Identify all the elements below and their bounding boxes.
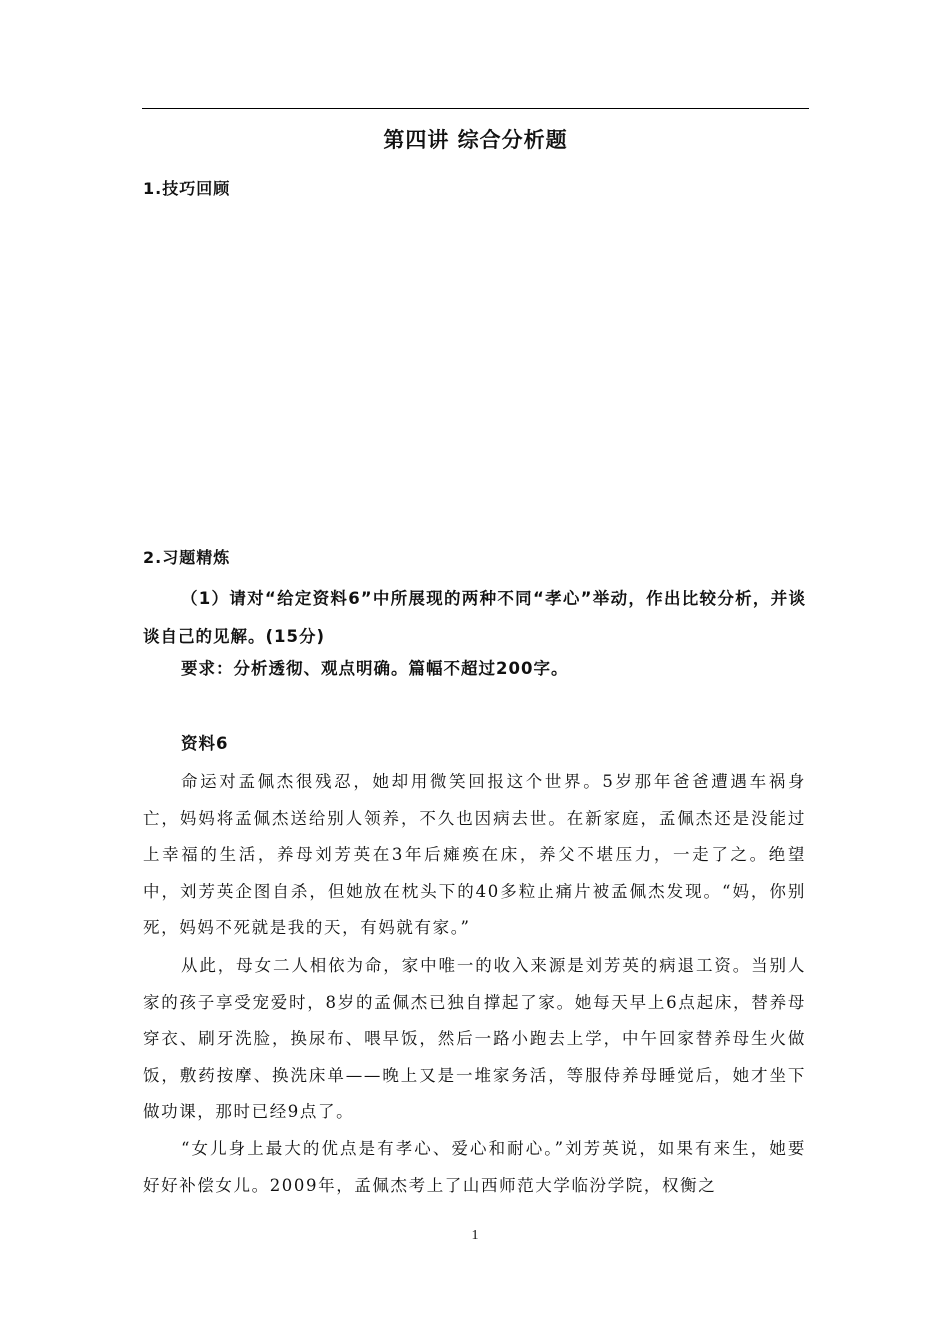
requirement-text: 要求：分析透彻、观点明确。篇幅不超过200字。 (181, 659, 569, 678)
page-title: 第四讲 综合分析题 (383, 128, 568, 152)
material-paragraph: “女儿身上最大的优点是有孝心、爱心和耐心。”刘芳英说，如果有来生，她要好好补偿女儿。2009年，孟佩杰考上了山西师范大学临汾学院，权衡之 (143, 1139, 806, 1195)
section-heading-exercise: 2.习题精炼 (143, 548, 231, 567)
section-heading-review: 1.技巧回顾 (143, 179, 231, 198)
material-paragraph: 命运对孟佩杰很残忍，她却用微笑回报这个世界。5岁那年爸爸遭遇车祸身亡，妈妈将孟佩杰送给别人领养，不久也因病去世。在新家庭，孟佩杰还是没能过上幸福的生活，养母刘芳英在3年后瘫痪在床，养父不堪压力，一走了之。绝望中，刘芳英企图自杀，但她放在枕头下的40多粒止痛片被孟佩杰发现。“妈，你别死，妈妈不死就是我的天，有妈就有家。” (143, 772, 806, 938)
material-title: 资料6 (181, 734, 229, 753)
question-text: （1）请对“给定资料6”中所展现的两种不同“孝心”举动，作出比较分析，并谈谈自己的见解。(15分) (143, 589, 806, 646)
material-paragraph: 从此，母女二人相依为命，家中唯一的收入来源是刘芳英的病退工资。当别人家的孩子享受宠爱时，8岁的孟佩杰已独自撑起了家。她每天早上6点起床，替养母穿衣、刷牙洗脸，换尿布、喂早饭，然后一路小跑去上学，中午回家替养母生火做饭，敷药按摩、换洗床单——晚上又是一堆家务活，等服侍养母睡觉后，她才坐下做功课，那时已经9点了。 (143, 956, 806, 1122)
page-number: 1 (471, 1228, 479, 1243)
header-rule (142, 108, 809, 109)
